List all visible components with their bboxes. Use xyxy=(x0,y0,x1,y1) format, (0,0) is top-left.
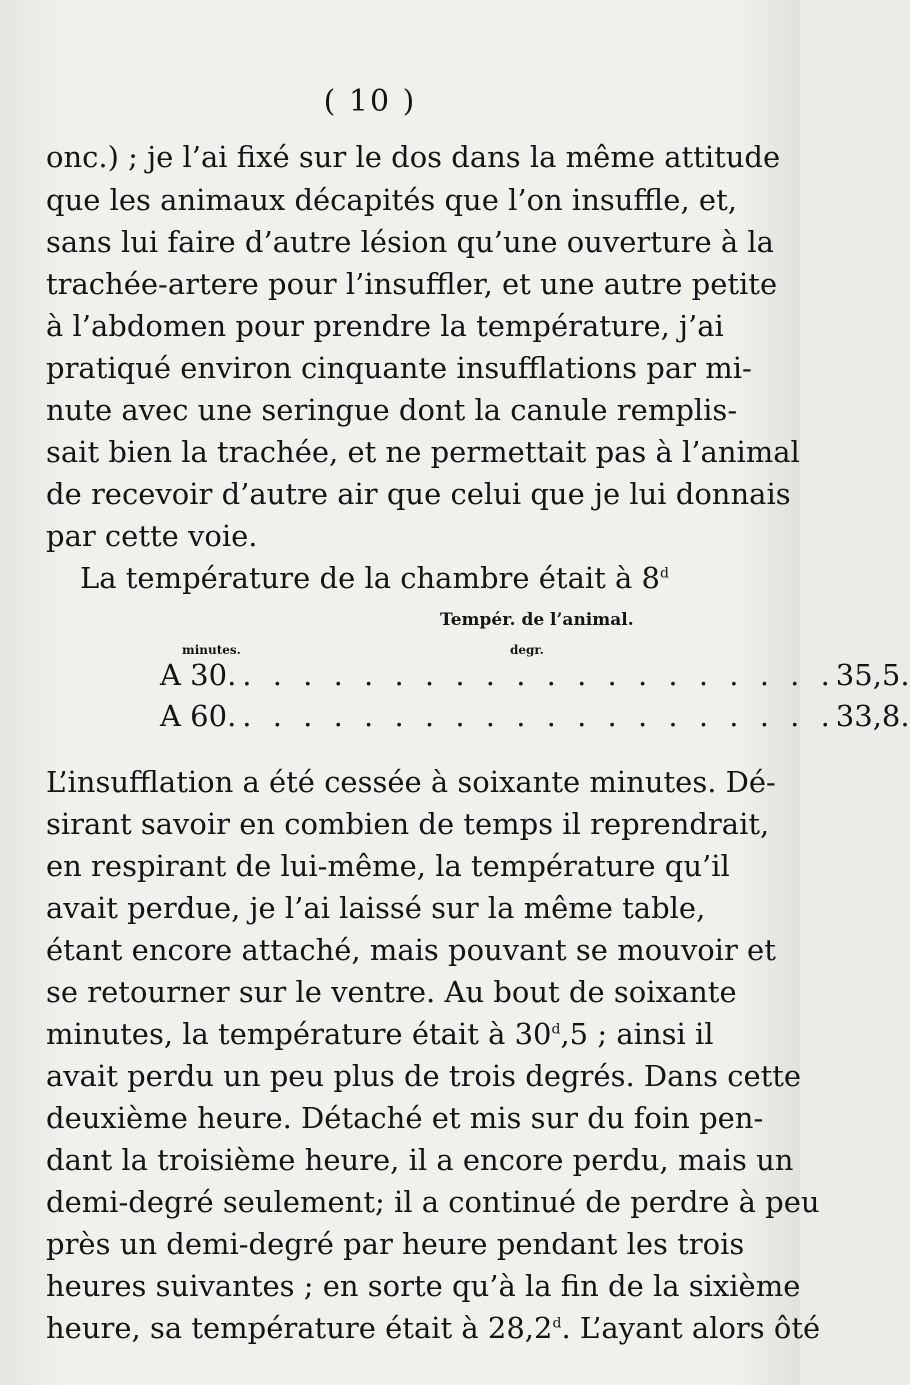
text-line: que les animaux décapités que l’on insuffle, et, xyxy=(46,183,737,217)
text-segment: minutes, la température était à 30 xyxy=(46,1017,552,1051)
text-line: deuxième heure. Détaché et mis sur du foin pen- xyxy=(46,1101,764,1135)
degree-superscript: d xyxy=(551,1021,561,1038)
table-header: Tempér. de l’animal. xyxy=(440,610,634,630)
text-line: étant encore attaché, mais pouvant se mouvoir et xyxy=(46,933,776,967)
text-line: se retourner sur le ventre. Au bout de soixante xyxy=(46,975,737,1009)
text-line: pratiqué environ cinquante insufflations par mi- xyxy=(46,351,752,385)
text-line: sirant savoir en combien de temps il reprendrait, xyxy=(46,807,770,841)
text-line: près un demi-degré par heure pendant les trois xyxy=(46,1227,745,1261)
table-row xyxy=(160,657,910,693)
row-label: A 60. xyxy=(160,699,237,733)
text-line: de recevoir d’autre air que celui que je lui donnais xyxy=(46,477,791,511)
text-line: à l’abdomen pour prendre la température, j’ai xyxy=(46,309,724,343)
room-temperature-line xyxy=(80,558,700,598)
text-line: sait bien la trachée, et ne permettait pas à l’animal xyxy=(46,435,800,469)
text-line: en respirant de lui-même, la température qu’il xyxy=(46,849,730,883)
row-value: 35,5. xyxy=(835,658,910,692)
text-line: heures suivantes ; en sorte qu’à la fin de la sixième xyxy=(46,1269,801,1303)
text-segment: . L’ayant alors ôté xyxy=(561,1311,821,1345)
text-line xyxy=(46,1308,821,1348)
text-line: avait perdue, je l’ai laissé sur la même table, xyxy=(46,891,706,925)
row-leader-dots: . . . . . . . . . . . . . . . . . . . . xyxy=(242,658,836,692)
text-line: dant la troisième heure, il a encore perdu, mais un xyxy=(46,1143,794,1177)
degree-superscript: d xyxy=(552,1315,562,1332)
degree-superscript: d xyxy=(660,565,669,582)
text-line: demi-degré seulement; il a continué de perdre à peu xyxy=(46,1185,820,1219)
room-temperature-text: La température de la chambre était à 8 xyxy=(80,561,660,595)
text-segment: heure, sa température était à 28,2 xyxy=(46,1311,553,1345)
row-leader-dots: . . . . . . . . . . . . . . . . . . . . xyxy=(242,699,836,733)
column-label-degrees: degr. xyxy=(510,643,544,657)
table-row xyxy=(160,698,910,734)
text-line: avait perdu un peu plus de trois degrés. Dans cette xyxy=(46,1059,802,1093)
text-line xyxy=(46,1014,714,1054)
text-segment: ,5 ; ainsi il xyxy=(560,1017,714,1051)
text-line: onc.) ; je l’ai fixé sur le dos dans la même attitude xyxy=(46,140,781,174)
row-value: 33,8. xyxy=(835,699,910,733)
row-label: A 30. xyxy=(160,658,237,692)
text-line: trachée-artere pour l’insuffler, et une autre petite xyxy=(46,267,778,301)
text-line: par cette voie. xyxy=(46,519,258,553)
column-label-minutes: minutes. xyxy=(182,643,241,657)
page-number: ( 10 ) xyxy=(323,84,417,119)
text-line: nute avec une seringue dont la canule remplis- xyxy=(46,393,738,427)
text-line: L’insufflation a été cessée à soixante minutes. Dé- xyxy=(46,765,776,799)
text-line: sans lui faire d’autre lésion qu’une ouverture à la xyxy=(46,225,774,259)
